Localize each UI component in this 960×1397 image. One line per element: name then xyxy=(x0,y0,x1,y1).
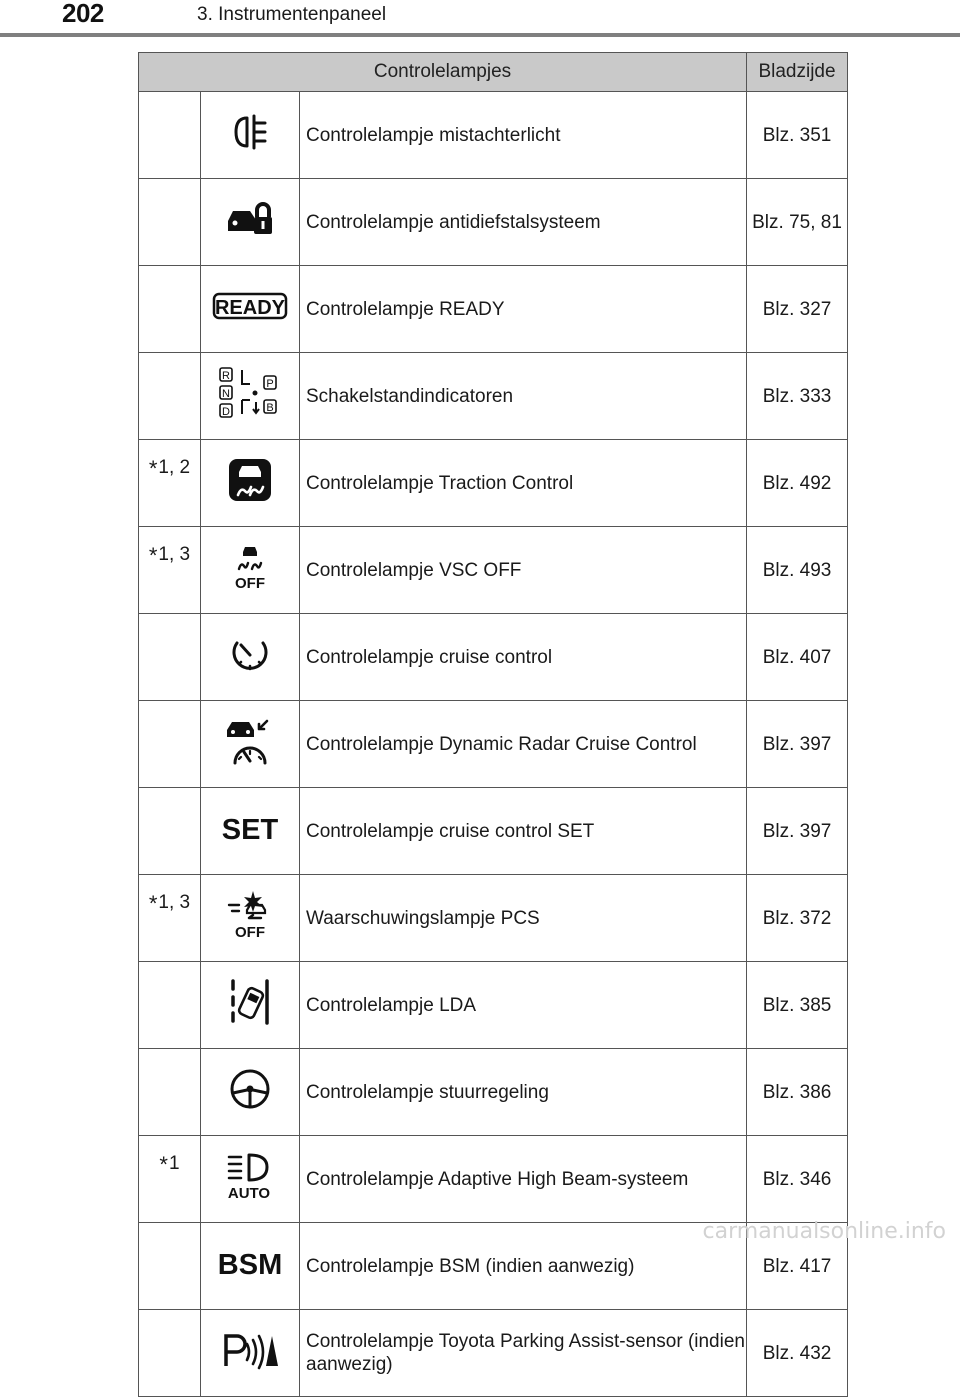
svg-text:D: D xyxy=(222,406,230,418)
table-row xyxy=(139,527,848,614)
footnote-marker: * xyxy=(148,456,158,481)
svg-text:SET: SET xyxy=(221,814,279,845)
indicator-description: Controlelampje Dynamic Radar Cruise Control xyxy=(300,701,747,788)
footnote-ref: 1, 3 xyxy=(158,892,191,913)
indicator-description: Controlelampje Toyota Parking Assist-sensor (indien aanwezig) xyxy=(300,1310,747,1397)
page-header xyxy=(0,0,960,38)
indicator-description: Controlelampje BSM (indien aanwezig) xyxy=(300,1223,747,1310)
footnote-cell xyxy=(139,353,201,440)
pcs-warning-icon xyxy=(225,889,275,941)
svg-text:BSM: BSM xyxy=(218,1249,282,1280)
table-row xyxy=(139,614,848,701)
page-reference: Blz. 385 xyxy=(747,962,848,1049)
indicator-description: Controlelampje Adaptive High Beam-systeem xyxy=(300,1136,747,1223)
svg-text:N: N xyxy=(222,388,230,400)
indicator-description: Controlelampje antidiefstalsysteem xyxy=(300,179,747,266)
page-reference: Blz. 386 xyxy=(747,1049,848,1136)
page-reference: Blz. 407 xyxy=(747,614,848,701)
svg-text:READY: READY xyxy=(214,297,286,319)
footnote-cell xyxy=(139,701,201,788)
table-row xyxy=(139,92,848,179)
bsm-icon xyxy=(218,1246,282,1280)
icon-cell xyxy=(201,614,300,701)
footnote-cell xyxy=(139,1310,201,1397)
footnote-cell xyxy=(139,1136,201,1223)
svg-text:P: P xyxy=(266,378,274,390)
page-reference: Blz. 346 xyxy=(747,1136,848,1223)
indicator-description: Controlelampje LDA xyxy=(300,962,747,1049)
icon-cell xyxy=(201,1310,300,1397)
footnote-cell xyxy=(139,875,201,962)
footnote-cell xyxy=(139,614,201,701)
lda-icon xyxy=(227,977,273,1027)
page-reference: Blz. 372 xyxy=(747,875,848,962)
page-reference: Blz. 75, 81 xyxy=(747,179,848,266)
footnote-marker: * xyxy=(159,1152,168,1177)
page-reference: Blz. 417 xyxy=(747,1223,848,1310)
table-row xyxy=(139,179,848,266)
footnote-cell xyxy=(139,266,201,353)
table-row xyxy=(139,1049,848,1136)
page-reference: Blz. 397 xyxy=(747,701,848,788)
icon-cell xyxy=(201,92,300,179)
table-row xyxy=(139,266,848,353)
icon-cell xyxy=(201,788,300,875)
section-title: 3. Instrumentenpaneel xyxy=(197,4,387,25)
footnote-cell xyxy=(139,788,201,875)
indicator-description: Schakelstandindicatoren xyxy=(300,353,747,440)
footnote-cell xyxy=(139,527,201,614)
cruise-control-icon xyxy=(227,631,273,677)
icon-cell xyxy=(201,1136,300,1223)
table-row xyxy=(139,962,848,1049)
cruise-set-icon xyxy=(221,811,279,845)
steering-control-icon xyxy=(227,1066,273,1112)
indicator-description: Controlelampje Traction Control xyxy=(300,440,747,527)
page-number: 202 xyxy=(62,0,104,28)
footnote-cell xyxy=(139,1049,201,1136)
table-row xyxy=(139,788,848,875)
icon-cell xyxy=(201,701,300,788)
footnote-marker: * xyxy=(148,891,158,916)
table-row xyxy=(139,353,848,440)
svg-text:B: B xyxy=(266,402,274,414)
footnote-marker: * xyxy=(148,543,158,568)
table-row xyxy=(139,1310,848,1397)
page-reference: Blz. 493 xyxy=(747,527,848,614)
table-header-row xyxy=(139,53,848,92)
indicator-description: Controlelampje stuurregeling xyxy=(300,1049,747,1136)
svg-text:AUTO: AUTO xyxy=(227,1185,271,1201)
page-reference: Blz. 351 xyxy=(747,92,848,179)
page-reference: Blz. 327 xyxy=(747,266,848,353)
icon-cell xyxy=(201,527,300,614)
indicator-description: Controlelampje VSC OFF xyxy=(300,527,747,614)
auto-high-beam-icon xyxy=(225,1151,275,1201)
column-header-page: Bladzijde xyxy=(747,53,848,92)
icon-cell xyxy=(201,440,300,527)
page-reference: Blz. 492 xyxy=(747,440,848,527)
footnote-ref: 1 xyxy=(168,1153,180,1174)
parking-assist-icon xyxy=(221,1330,279,1370)
icon-cell xyxy=(201,1049,300,1136)
footnote-cell xyxy=(139,92,201,179)
footnote-cell xyxy=(139,962,201,1049)
footnote-ref: 1, 2 xyxy=(158,457,191,478)
table-row xyxy=(139,440,848,527)
footnote-ref: 1, 3 xyxy=(158,544,191,565)
page-reference: Blz. 397 xyxy=(747,788,848,875)
rear-fog-light-icon xyxy=(228,110,272,154)
table-row xyxy=(139,1136,848,1223)
radar-cruise-icon xyxy=(223,715,277,767)
ready-icon xyxy=(212,291,288,321)
header-rule xyxy=(0,33,960,37)
svg-text:OFF: OFF xyxy=(235,924,265,941)
vsc-off-icon xyxy=(228,542,272,592)
indicator-description: Waarschuwingslampje PCS xyxy=(300,875,747,962)
icon-cell xyxy=(201,875,300,962)
indicator-description: Controlelampje cruise control SET xyxy=(300,788,747,875)
svg-text:OFF: OFF xyxy=(235,575,265,592)
indicator-description: Controlelampje mistachterlicht xyxy=(300,92,747,179)
table-body xyxy=(139,92,848,1397)
traction-control-icon xyxy=(227,457,273,503)
icon-cell xyxy=(201,962,300,1049)
indicator-table xyxy=(138,52,848,1397)
column-header-indicators: Controlelampjes xyxy=(139,53,747,92)
icon-cell xyxy=(201,179,300,266)
icon-cell xyxy=(201,1223,300,1310)
indicator-description: Controlelampje READY xyxy=(300,266,747,353)
watermark: carmanualsonline.info xyxy=(702,1219,946,1244)
footnote-cell xyxy=(139,440,201,527)
footnote-cell xyxy=(139,179,201,266)
anti-theft-icon xyxy=(224,197,276,241)
page-reference: Blz. 333 xyxy=(747,353,848,440)
table-row xyxy=(139,701,848,788)
icon-cell xyxy=(201,353,300,440)
shift-position-icon xyxy=(218,366,282,420)
indicator-description: Controlelampje cruise control xyxy=(300,614,747,701)
page-reference: Blz. 432 xyxy=(747,1310,848,1397)
footnote-cell xyxy=(139,1223,201,1310)
icon-cell xyxy=(201,266,300,353)
table-row xyxy=(139,875,848,962)
svg-text:R: R xyxy=(222,370,230,382)
